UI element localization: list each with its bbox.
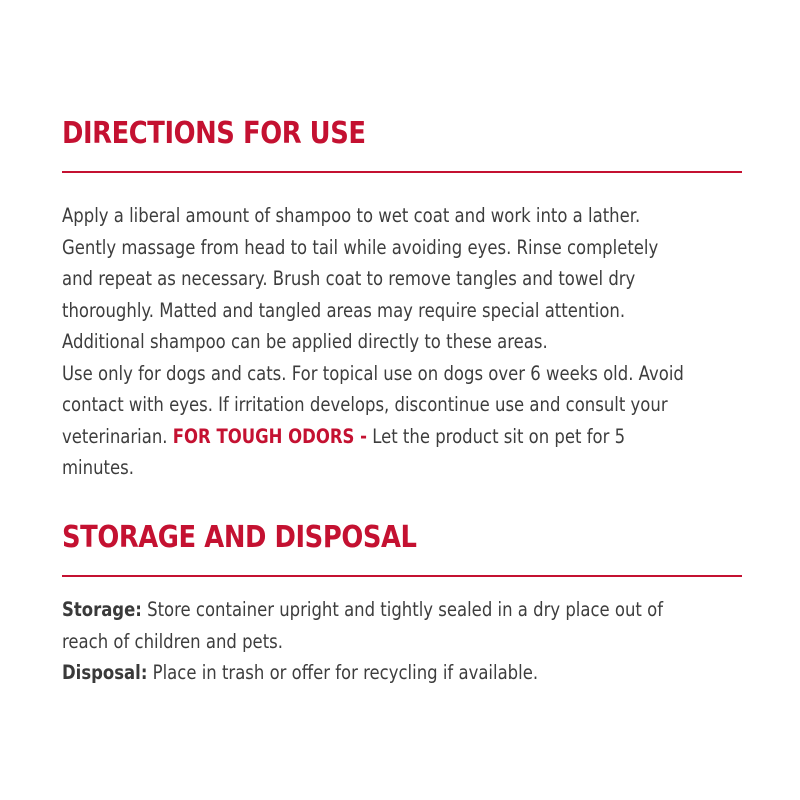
directions-line-2: Gently massage from head to tail while avoiding eyes. Rinse completely — [62, 235, 659, 259]
directions-heading: DIRECTIONS FOR USE — [62, 116, 366, 151]
disposal-text: Place in trash or offer for recycling if available. — [147, 661, 539, 684]
disposal-label: Disposal: — [62, 661, 148, 684]
directions-line-6: Use only for dogs and cats. For topical use on dogs over 6 weeks old. Avoid — [62, 361, 684, 385]
storage-divider — [62, 575, 742, 577]
directions-divider — [62, 171, 742, 173]
line-8-suffix: Let the product sit on pet for 5 — [366, 424, 626, 448]
directions-line-5: Additional shampoo can be applied directly to these areas. — [62, 330, 548, 353]
directions-line-1: Apply a liberal amount of shampoo to wet coat and work into a lather. — [62, 204, 641, 227]
storage-text: Store container upright and tightly sealed in a dry place out of — [141, 598, 664, 621]
directions-line-8 — [62, 421, 637, 453]
storage-body — [62, 594, 742, 689]
disposal-line — [62, 657, 637, 689]
directions-line-4: thoroughly. Matted and tangled areas may require special attention. — [62, 298, 626, 322]
directions-section — [62, 114, 742, 484]
directions-line-9: minutes. — [62, 456, 134, 479]
storage-line-2: reach of children and pets. — [62, 629, 283, 653]
line-8-prefix: veterinarian. — [62, 424, 173, 448]
directions-line-3: and repeat as necessary. Brush coat to remove tangles and towel dry — [62, 267, 636, 290]
storage-heading: STORAGE AND DISPOSAL — [62, 520, 417, 555]
storage-line-1 — [62, 594, 664, 626]
storage-section — [62, 518, 742, 689]
directions-line-7: contact with eyes. If irritation develops, discontinue use and consult your — [62, 393, 668, 416]
tough-odors-label: FOR TOUGH ODORS - — [172, 424, 367, 448]
storage-label: Storage: — [62, 598, 142, 621]
directions-body — [62, 200, 742, 484]
